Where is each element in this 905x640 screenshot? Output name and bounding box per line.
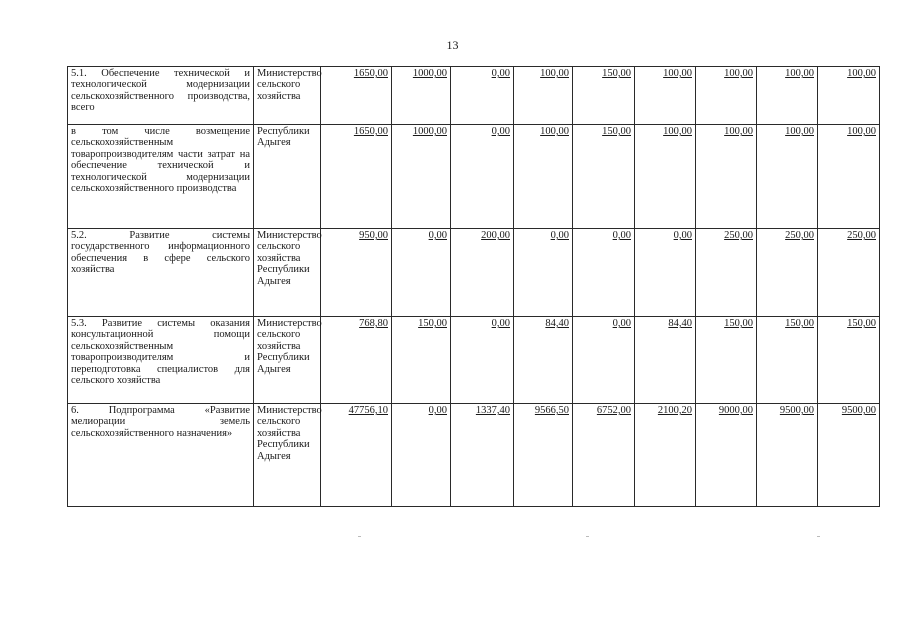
value-cell: 100,00	[757, 67, 818, 125]
value-cell: 150,00	[696, 317, 757, 404]
table-row	[68, 404, 880, 507]
value-cell: 6752,00	[573, 404, 635, 507]
value-cell: 0,00	[392, 404, 451, 507]
value-cell: 250,00	[757, 229, 818, 317]
row-organization: Министерство сельского хозяйства Республики Адыгея	[254, 404, 321, 507]
value-cell: 150,00	[392, 317, 451, 404]
value-cell: 9566,50	[514, 404, 573, 507]
row-description: 5.2. Развитие системы государственного информационного обеспечения в сфере сельского хозяйства	[68, 229, 254, 317]
scan-speck	[586, 536, 589, 537]
row-description: 5.1. Обеспечение технической и технологической модернизации сельскохозяйственного производства, всего	[68, 67, 254, 125]
row-organization: Министерство сельского хозяйства	[254, 67, 321, 125]
value-cell: 150,00	[573, 67, 635, 125]
value-cell: 100,00	[818, 125, 880, 229]
value-cell: 768,80	[321, 317, 392, 404]
value-cell: 0,00	[392, 229, 451, 317]
value-cell: 9500,00	[818, 404, 880, 507]
value-cell: 100,00	[818, 67, 880, 125]
value-cell: 150,00	[818, 317, 880, 404]
value-cell: 47756,10	[321, 404, 392, 507]
value-cell: 0,00	[635, 229, 696, 317]
value-cell: 9500,00	[757, 404, 818, 507]
page-number: 13	[446, 38, 459, 52]
value-cell: 100,00	[757, 125, 818, 229]
scan-speck	[358, 536, 361, 537]
value-cell: 0,00	[514, 229, 573, 317]
value-cell: 250,00	[818, 229, 880, 317]
budget-table	[67, 66, 880, 507]
value-cell: 9000,00	[696, 404, 757, 507]
value-cell: 150,00	[573, 125, 635, 229]
value-cell: 100,00	[696, 67, 757, 125]
value-cell: 1650,00	[321, 67, 392, 125]
value-cell: 0,00	[573, 229, 635, 317]
value-cell: 1337,40	[451, 404, 514, 507]
value-cell: 1000,00	[392, 125, 451, 229]
value-cell: 200,00	[451, 229, 514, 317]
row-organization: Министерство сельского хозяйства Республики Адыгея	[254, 229, 321, 317]
value-cell: 100,00	[514, 125, 573, 229]
value-cell: 1650,00	[321, 125, 392, 229]
value-cell: 0,00	[451, 125, 514, 229]
row-organization: Министерство сельского хозяйства Республики Адыгея	[254, 317, 321, 404]
value-cell: 1000,00	[392, 67, 451, 125]
value-cell: 950,00	[321, 229, 392, 317]
value-cell: 0,00	[451, 317, 514, 404]
value-cell: 0,00	[573, 317, 635, 404]
value-cell: 100,00	[514, 67, 573, 125]
row-description: 6. Подпрограмма «Развитие мелиорации земель сельскохозяйственного назначения»	[68, 404, 254, 507]
value-cell: 0,00	[451, 67, 514, 125]
table-row	[68, 125, 880, 229]
table-row	[68, 317, 880, 404]
value-cell: 250,00	[696, 229, 757, 317]
value-cell: 150,00	[757, 317, 818, 404]
row-description: 5.3. Развитие системы оказания консультационной помощи сельскохозяйственным товаропроизводителям и переподготовка специалистов для сельского хозяйства	[68, 317, 254, 404]
row-organization: Республики Адыгея	[254, 125, 321, 229]
row-description: в том числе возмещение сельскохозяйственным товаропроизводителям части затрат на обеспечение технической и технологической модернизации сельскохозяйственного производства	[68, 125, 254, 229]
value-cell: 84,40	[514, 317, 573, 404]
table-row	[68, 229, 880, 317]
scan-speck	[817, 536, 820, 537]
table-row	[68, 67, 880, 125]
value-cell: 100,00	[635, 67, 696, 125]
value-cell: 2100,20	[635, 404, 696, 507]
value-cell: 100,00	[635, 125, 696, 229]
value-cell: 100,00	[696, 125, 757, 229]
value-cell: 84,40	[635, 317, 696, 404]
